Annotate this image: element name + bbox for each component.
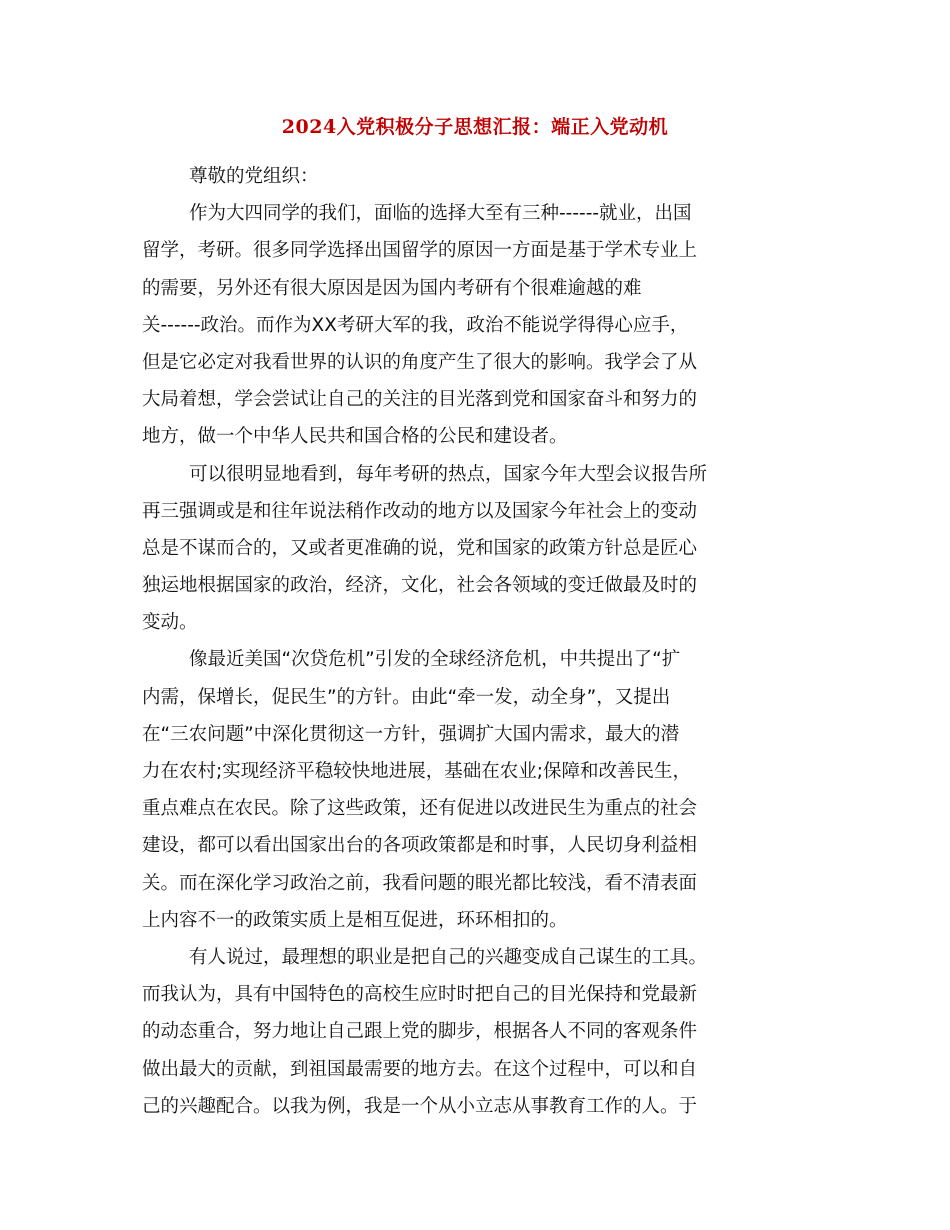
paragraph-line: 己的兴趣配合。以我为例，我是一个从小立志从事教育工作的人。于 [142,1095,698,1117]
paragraph-line: 的需要，另外还有很大原因是因为国内考研有个很难逾越的难 [142,277,642,299]
paragraph-line: 建设，都可以看出国家出台的各项政策都是和时事，人民切身利益相 [142,835,698,857]
document-body [142,158,802,1125]
paragraph-line: 总是不谋而合的，又或者更准确的说，党和国家的政策方针总是匠心 [142,537,698,559]
paragraph-line: 有人说过，最理想的职业是把自己的兴趣变成自己谋生的工具。 [189,946,708,968]
paragraph-line: 上内容不一的政策实质上是相互促进，环环相扣的。 [142,909,568,931]
paragraph-line: 在“三农问题”中深化贯彻这一方针，强调扩大国内需求，最大的潜 [142,723,680,745]
paragraph-line: 独运地根据国家的政治，经济，文化，社会各领域的变迁做最及时的 [142,575,698,597]
paragraph-line: 力在农村;实现经济平稳较快地进展，基础在农业;保障和改善民生， [142,761,691,782]
paragraph-line: 而我认为，具有中国特色的高校生应时时把自己的目光保持和党最新 [142,984,698,1006]
document-title: 2024入党积极分子思想汇报：端正入党动机 [281,116,669,138]
paragraph-line: 大局着想，学会尝试让自己的关注的目光落到党和国家奋斗和努力的 [142,389,698,411]
paragraph-line: 可以很明显地看到，每年考研的热点，国家今年大型会议报告所 [189,463,708,485]
paragraph-line: 关------政治。而作为XX考研大军的我，政治不能说学得得心应手， [142,314,689,336]
paragraph-line: 像最近美国“次贷危机”引发的全球经济危机，中共提出了“扩 [189,649,681,671]
paragraph-line: 变动。 [142,612,198,634]
paragraph-line: 留学，考研。很多同学选择出国留学的原因一方面是基于学术专业上 [142,240,698,262]
paragraph-line: 关。而在深化学习政治之前，我看问题的眼光都比较浅，看不清表面 [142,872,698,894]
paragraph-line: 重点难点在农民。除了这些政策，还有促进以改进民生为重点的社会 [142,798,698,820]
paragraph-line: 内需，保增长，促民生”的方针。由此“牵一发，动全身”，又提出 [142,686,671,708]
paragraph-line: 地方，做一个中华人民共和国合格的公民和建设者。 [142,426,568,448]
paragraph-line: 再三强调或是和往年说法稍作改动的地方以及国家今年社会上的变动 [142,500,698,522]
paragraph-line: 做出最大的贡献，到祖国最需要的地方去。在这个过程中，可以和自 [142,1058,698,1080]
paragraph-line: 的动态重合，努力地让自己跟上党的脚步，根据各人不同的客观条件 [142,1021,698,1043]
paragraph-line: 作为大四同学的我们，面临的选择大至有三种------就业，出国 [189,203,692,225]
paragraph-line: 但是它必定对我看世界的认识的角度产生了很大的影响。我学会了从 [142,351,698,373]
salutation: 尊敬的党组织： [189,166,319,187]
